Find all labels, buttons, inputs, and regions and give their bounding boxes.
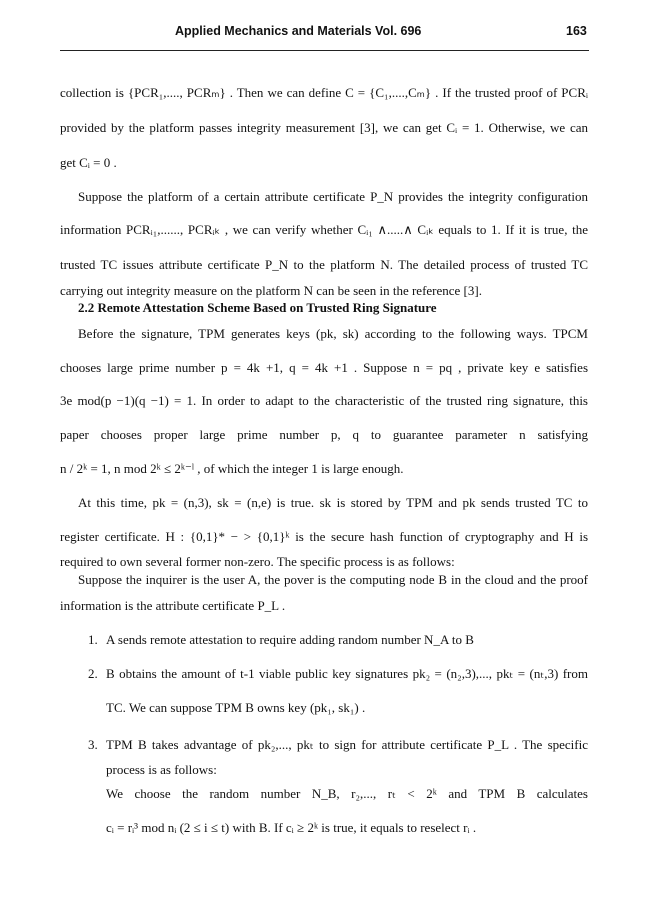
list-item-line: We choose the random number N_B, r₂,..., rₜ < 2ᵏ and TPM B calculates <box>106 786 588 801</box>
text-line: Before the signature, TPM generates keys (pk, sk) according to the following ways. TPCM <box>78 326 588 341</box>
text-line: information is the attribute certificate P_L . <box>60 598 286 613</box>
text-line: get Cᵢ = 0 . <box>60 155 117 170</box>
list-number: 2. <box>88 666 98 681</box>
header-rule <box>60 50 589 51</box>
text-line: required to own several former non-zero. The specific process is as follows: <box>60 554 455 569</box>
text-line: Suppose the platform of a certain attribute certificate P_N provides the integrity configuration <box>78 189 588 204</box>
list-item-line: process is as follows: <box>106 762 217 777</box>
section-heading: 2.2 Remote Attestation Scheme Based on Trusted Ring Signature <box>78 300 437 315</box>
list-item-line: B obtains the amount of t-1 viable public key signatures pk₂ = (n₂,3),..., pkₜ = (nₜ,3) from <box>106 666 588 681</box>
page-number: 163 <box>566 24 587 38</box>
text-line: carrying out integrity measure on the platform N can be seen in the reference [3]. <box>60 283 482 298</box>
running-header-journal: Applied Mechanics and Materials Vol. 696 <box>175 24 422 38</box>
text-line: Suppose the inquirer is the user A, the pover is the computing node B in the cloud and the proof <box>78 572 588 587</box>
list-item-line: TPM B takes advantage of pk₂,..., pkₜ to sign for attribute certificate P_L . The specific <box>106 737 588 752</box>
text-line: n / 2ᵏ = 1, n mod 2ᵏ ≤ 2ᵏ⁻ˡ , of which the integer 1 is large enough. <box>60 461 404 476</box>
text-line: At this time, pk = (n,3), sk = (n,e) is true. sk is stored by TPM and pk sends trusted TC to <box>78 495 588 510</box>
text-line: provided by the platform passes integrity measurement [3], we can get Cᵢ = 1. Otherwise, we can <box>60 120 588 135</box>
text-line: collection is {PCR₁,...., PCRₘ} . Then we can define C = {C₁,....,Cₘ} . If the trusted proof of PCRᵢ <box>60 85 588 100</box>
list-item-line: A sends remote attestation to require adding random number N_A to B <box>106 632 474 647</box>
text-line: trusted TC issues attribute certificate P_N to the platform N. The detailed process of trusted TC <box>60 257 588 272</box>
text-line: 3e mod(p −1)(q −1) = 1. In order to adapt to the characteristic of the trusted ring signature, this <box>60 393 588 408</box>
text-line: register certificate. H : {0,1}* − > {0,1}ᵏ is the secure hash function of cryptography and H is <box>60 529 588 544</box>
list-item-line: cᵢ = rᵢ³ mod nᵢ (2 ≤ i ≤ t) with B. If cᵢ ≥ 2ᵏ is true, it equals to reselect rᵢ . <box>106 820 477 835</box>
list-number: 1. <box>88 632 98 647</box>
text-line: information PCRᵢ₁,......, PCRᵢₖ , we can verify whether Cᵢ₁ ∧.....∧ Cᵢₖ equals to 1. If it is true, the <box>60 222 588 237</box>
text-line: paper chooses proper large prime number p, q to guarantee parameter n satisfying <box>60 427 588 442</box>
text-line: chooses large prime number p = 4k +1, q = 4k +1 . Suppose n = pq , private key e satisfies <box>60 360 588 375</box>
list-number: 3. <box>88 737 98 752</box>
list-item-line: TC. We can suppose TPM B owns key (pk₁, sk₁) . <box>106 700 366 715</box>
